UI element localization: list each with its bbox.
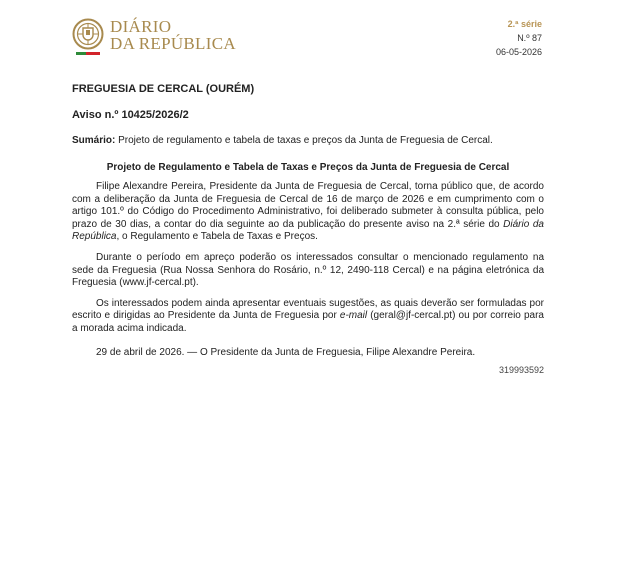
document-title: Projeto de Regulamento e Tabela de Taxas e Preços da Junta de Freguesia de Cercal — [106, 162, 510, 173]
paragraph-3-italic: e-mail — [339, 310, 368, 322]
paragraph-3-text-a: Os interessados podem ainda apresentar eventuais sugestões, as quais deverão ser formuladas por escrito e dirigidas ao Presidente da Junta de Freguesia por — [72, 297, 544, 322]
summary — [72, 134, 544, 147]
issue-number: N.º 87 — [517, 33, 542, 43]
issue-meta — [496, 17, 542, 59]
summary-text: Projeto de regulamento e tabela de taxas e preços da Junta de Freguesia de Cercal. — [115, 135, 493, 146]
notice-number: Aviso n.º 10425/2026/2 — [72, 109, 189, 121]
paragraph-1 — [72, 181, 544, 244]
paragraph-2: Durante o período em apreço poderão os interessados consultar o mencionado regulamento na sede da Freguesia (Rua Nossa Senhora do Rosário, n.º 12, 2490-118 Cercal) e na página eletrónica da Freguesia (www.jf-cercal.pt). — [72, 251, 544, 289]
paragraph-3-text-b: (geral@jf-cercal.pt) ou por correio para a morada acima indicada. — [72, 310, 544, 334]
summary-label: Sumário: — [72, 135, 116, 146]
entity-heading: FREGUESIA DE CERCAL (OURÉM) — [72, 83, 255, 95]
diario-da-republica-logo — [72, 18, 236, 56]
paragraph-1-text-a: Filipe Alexandre Pereira, Presidente da Junta de Freguesia de Cercal, torna público que, de acordo com a deliberação da Junta de Freguesia de Cercal de 16 de março de 2026 e em cumprimento com o artigo 101.º do Código do Procedimento Administrativo, foi deliberado submeter à consulta pública, pelo prazo de 30 dias, a contar do dia seguinte ao da publicação do presente aviso na 2.ª série do — [72, 181, 544, 230]
series-label: 2.ª série — [507, 19, 542, 29]
document-code: 319993592 — [498, 364, 544, 375]
paragraph-1-text-b: , o Regulamento e Tabela de Taxas e Preços. — [116, 231, 318, 243]
paragraph-3 — [72, 298, 544, 336]
signature-line: 29 de abril de 2026. — O Presidente da Junta de Freguesia, Filipe Alexandre Pereira. — [96, 346, 476, 358]
issue-date: 06-05-2026 — [495, 47, 542, 57]
logo-line-1: DIÁRIO — [110, 17, 172, 36]
document-body — [72, 82, 544, 376]
portugal-flag-icon — [76, 52, 100, 55]
logo-line-2: DA REPÚBLICA — [110, 34, 236, 53]
paragraph-1-italic: Diário da República — [72, 218, 544, 243]
coat-of-arms-icon — [72, 18, 104, 56]
